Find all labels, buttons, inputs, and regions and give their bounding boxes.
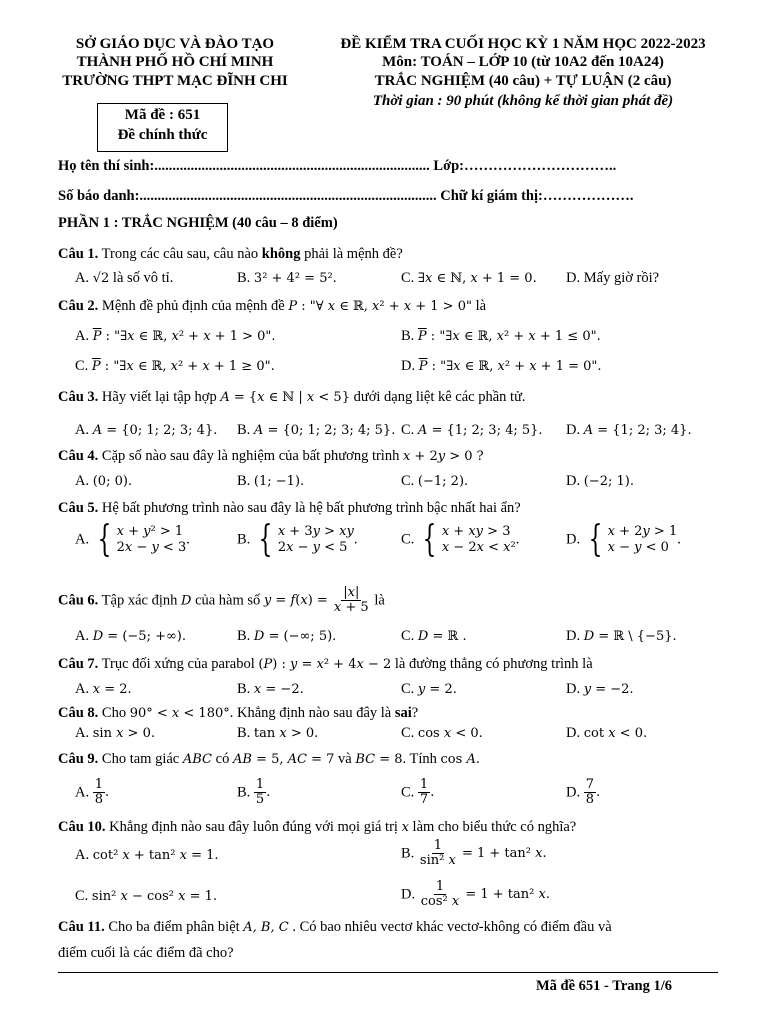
part1-heading: [58, 215, 338, 232]
footer-rule: [58, 972, 718, 973]
q11-text-pre: Cho ba điểm phân biệt: [108, 919, 240, 935]
q3-text-post: dưới dạng liệt kê các phần tử.: [353, 389, 526, 405]
q6-option-b: B. D = (−∞; 5).: [237, 628, 337, 644]
question-9: Câu 9. Cho tam giác ABC có AB = 5, AC = 7 và BC = 8. Tính cos A.: [58, 751, 480, 767]
q4-text: Cặp số nào sau đây là nghiệm của bất phương trình: [101, 448, 400, 464]
q1-a-text: là số vô tỉ.: [112, 270, 174, 286]
q3-option-d: D. A = {1; 2; 3; 4}.: [566, 422, 692, 438]
q10-option-d: D. $\frac{1}{\text{cos² x}}$ = 1 + tan² x.: [401, 879, 550, 910]
q6-number: Câu 6.: [58, 592, 99, 609]
q10-text: Khẳng định nào sau đây luôn đúng với mọi giá trị: [109, 819, 398, 835]
q4-option-b: B. (1; −1).: [237, 473, 305, 489]
q5-option-a: A. { x + y² > 1 2x − y < 3 .: [75, 519, 190, 560]
q1-c-label: C.: [401, 270, 415, 286]
q10-text-end: làm cho biểu thức có nghĩa?: [412, 819, 577, 835]
q9-option-c: C. $\frac{1}{7}$ .: [401, 777, 435, 808]
q6-text-mid: của hàm số: [195, 592, 261, 609]
q8-option-b: B. tan x > 0.: [237, 725, 319, 741]
q9-option-a: A. $\frac{1}{8}$ .: [75, 777, 110, 808]
q8-text-pre: Cho: [101, 705, 127, 721]
q3-option-b: B. A = {0; 1; 2; 3; 4; 5}.: [237, 422, 396, 438]
q11-text-post: . Có bao nhiêu vectơ khác vectơ-không có điểm đầu và: [292, 919, 612, 935]
q8-text-mid: . Khẳng định nào sau đây là: [229, 705, 395, 721]
q7-option-c: C. y = 2.: [401, 681, 457, 697]
q8-text-bold: sai: [394, 705, 412, 721]
q1-b-label: B.: [237, 270, 251, 286]
q2-option-d: D. $\overline{P}$ : "∃x ∈ ℝ, x² + x + 1 = 0".: [401, 358, 602, 374]
q4-option-d: D. (−2; 1).: [566, 473, 634, 489]
q8-option-a: A. sin x > 0.: [75, 725, 155, 741]
q6-text-post: là: [374, 592, 385, 609]
q3-option-a: A. A = {0; 1; 2; 3; 4}.: [75, 422, 218, 438]
q4-option-a: A. (0; 0).: [75, 473, 133, 489]
q9-text-mid2: và: [338, 751, 352, 767]
q2-option-b: B. $\overline{P}$ : "∃x ∈ ℝ, x² + x + 1 ≤ 0".: [401, 328, 601, 344]
q9-text-mid1: có: [215, 751, 230, 767]
q8-option-d: D. cot x < 0.: [566, 725, 648, 741]
q1-option-d: [566, 270, 659, 287]
question-11: Câu 11. Cho ba điểm phân biệt A, B, C . Có bao nhiêu vectơ khác vectơ-không có điểm đầu và: [58, 919, 612, 935]
q9-option-d: D. $\frac{7}{8}$ .: [566, 777, 601, 808]
q10-option-c: C. sin² x − cos² x = 1.: [75, 888, 217, 904]
q11-number: Câu 11.: [58, 919, 105, 935]
q9-text-pre: Cho tam giác: [101, 751, 180, 767]
q10-option-b: B. $\frac{1}{\text{sin² x}}$ = 1 + tan² x.: [401, 838, 547, 869]
q3-text-pre: Hãy viết lại tập hợp: [101, 389, 217, 405]
q1-option-c: C. ∃x ∈ ℕ, x + 1 = 0.: [401, 270, 537, 286]
official-label: Đề chính thức: [117, 127, 208, 143]
q5-option-d: D. { x + 2y > 1 x − y < 0 .: [566, 519, 681, 560]
q4-option-c: C. (−1; 2).: [401, 473, 469, 489]
q9-number: Câu 9.: [58, 751, 99, 767]
school-name: TRƯỜNG THPT MẠC ĐĨNH CHI: [62, 73, 288, 89]
part1-label: PHẦN 1 : TRẮC NGHIỆM: [58, 215, 229, 231]
question-4: Câu 4. Cặp số nào sau đây là nghiệm của bất phương trình x + 2y > 0 ?: [58, 448, 484, 464]
q7-number: Câu 7.: [58, 656, 99, 672]
q7-text-pre: Trục đối xứng của parabol: [101, 656, 255, 672]
city-name: THÀNH PHỐ HỒ CHÍ MINH: [76, 54, 274, 70]
q7-text-post: là đường thẳng có phương trình là: [394, 656, 593, 672]
q5-option-c: C. { x + xy > 3 x − 2x < x² .: [401, 519, 520, 560]
q5-option-b: B. { x + 3y > xy 2x − y < 5 .: [237, 519, 358, 560]
dept-name: SỞ GIÁO DỤC VÀ ĐÀO TẠO: [75, 36, 275, 52]
q2-number: Câu 2.: [58, 298, 99, 314]
q8-number: Câu 8.: [58, 705, 99, 721]
q3-number: Câu 3.: [58, 389, 99, 405]
q6-option-d: D. D = ℝ \ {−5}.: [566, 628, 677, 644]
q6-option-c: C. D = ℝ .: [401, 628, 467, 644]
q1-text-post: phải là mệnh đề?: [300, 246, 403, 262]
question-3: Câu 3. Hãy viết lại tập hợp A = {x ∈ ℕ | x < 5} dưới dạng liệt kê các phần tử.: [58, 389, 526, 405]
question-5: [58, 500, 521, 517]
question-8: Câu 8. Cho 90° < x < 180°. Khẳng định nào sau đây là sai?: [58, 705, 419, 721]
q1-option-a: A. √2 là số vô tỉ.: [75, 270, 174, 286]
exam-format: TRẮC NGHIỆM (40 câu) + TỰ LUẬN (2 câu): [374, 73, 672, 89]
question-10: Câu 10. Khẳng định nào sau đây luôn đúng với mọi giá trị x làm cho biểu thức có nghĩa?: [58, 819, 577, 835]
question-7: Câu 7. Trục đối xứng của parabol (P) : y = x² + 4x − 2 là đường thẳng có phương trình là: [58, 656, 593, 672]
question-1: [58, 246, 403, 263]
q7-option-a: A. x = 2.: [75, 681, 132, 697]
q1-d-label: D.: [566, 270, 581, 286]
question-6: Câu 6. Tập xác định D của hàm số y = f(x) = $\frac{|x|}{x + 5}$ là: [58, 585, 385, 616]
q11-line2: điểm cuối là các điểm đã cho?: [58, 945, 234, 961]
q10-option-a: A. cot² x + tan² x = 1.: [75, 847, 219, 863]
part1-note: (40 câu – 8 điểm): [232, 215, 338, 231]
question-2: Câu 2. Mệnh đề phủ định của mệnh đề P : "∀ x ∈ ℝ, x² + x + 1 > 0" là: [58, 298, 487, 314]
q8-text-post: ?: [411, 705, 419, 721]
page-footer: Mã đề 651 - Trang 1/6: [536, 978, 673, 994]
q2-option-a: A. $\overline{P}$ : "∃x ∈ ℝ, x² + x + 1 > 0".: [75, 328, 276, 344]
q7-option-d: D. y = −2.: [566, 681, 634, 697]
q2-option-c: C. $\overline{P}$ : "∃x ∈ ℝ, x² + x + 1 ≥ 0".: [75, 358, 275, 374]
q6-option-a: A. D = (−5; +∞).: [75, 628, 187, 644]
exam-time: Thời gian : 90 phút (không kể thời gian phát đề): [372, 93, 674, 109]
q6-text-pre: Tập xác định: [101, 592, 178, 609]
q4-number: Câu 4.: [58, 448, 99, 464]
q1-number: Câu 1.: [58, 246, 99, 262]
exam-title: ĐỀ KIỂM TRA CUỐI HỌC KỲ 1 NĂM HỌC 2022-2023: [340, 36, 706, 52]
q5-text: Hệ bất phương trình nào sau đây là hệ bất phương trình bậc nhất hai ẩn?: [101, 500, 521, 516]
q2-text-end: là: [475, 298, 487, 314]
subject: Môn: TOÁN – LỚP 10 (từ 10A2 đến 10A24): [382, 54, 664, 70]
q7-option-b: B. x = −2.: [237, 681, 304, 697]
q5-number: Câu 5.: [58, 500, 99, 516]
q8-option-c: C. cos x < 0.: [401, 725, 483, 741]
q3-option-c: C. A = {1; 2; 3; 4; 5}.: [401, 422, 543, 438]
q1-a-label: A.: [75, 270, 90, 286]
q9-text-post: . Tính: [402, 751, 437, 767]
q1-option-b: B. 3² + 4² = 5².: [237, 270, 337, 286]
name-field: Họ tên thí sinh:............................................................................ Lớp:…………………………..: [58, 158, 617, 174]
q1-text-bold: không: [261, 246, 301, 262]
q1-text-pre: Trong các câu sau, câu nào: [101, 246, 262, 262]
q10-number: Câu 10.: [58, 819, 106, 835]
q1-d-text: Mấy giờ rồi?: [583, 270, 660, 286]
id-field: Số báo danh:.................................................................................. Chữ kí giám thị:……………….: [58, 188, 634, 204]
q9-option-b: B. $\frac{1}{5}$ .: [237, 777, 271, 808]
exam-code: Mã đề : 651: [124, 107, 201, 123]
q2-text: Mệnh đề phủ định của mệnh đề: [101, 298, 285, 314]
